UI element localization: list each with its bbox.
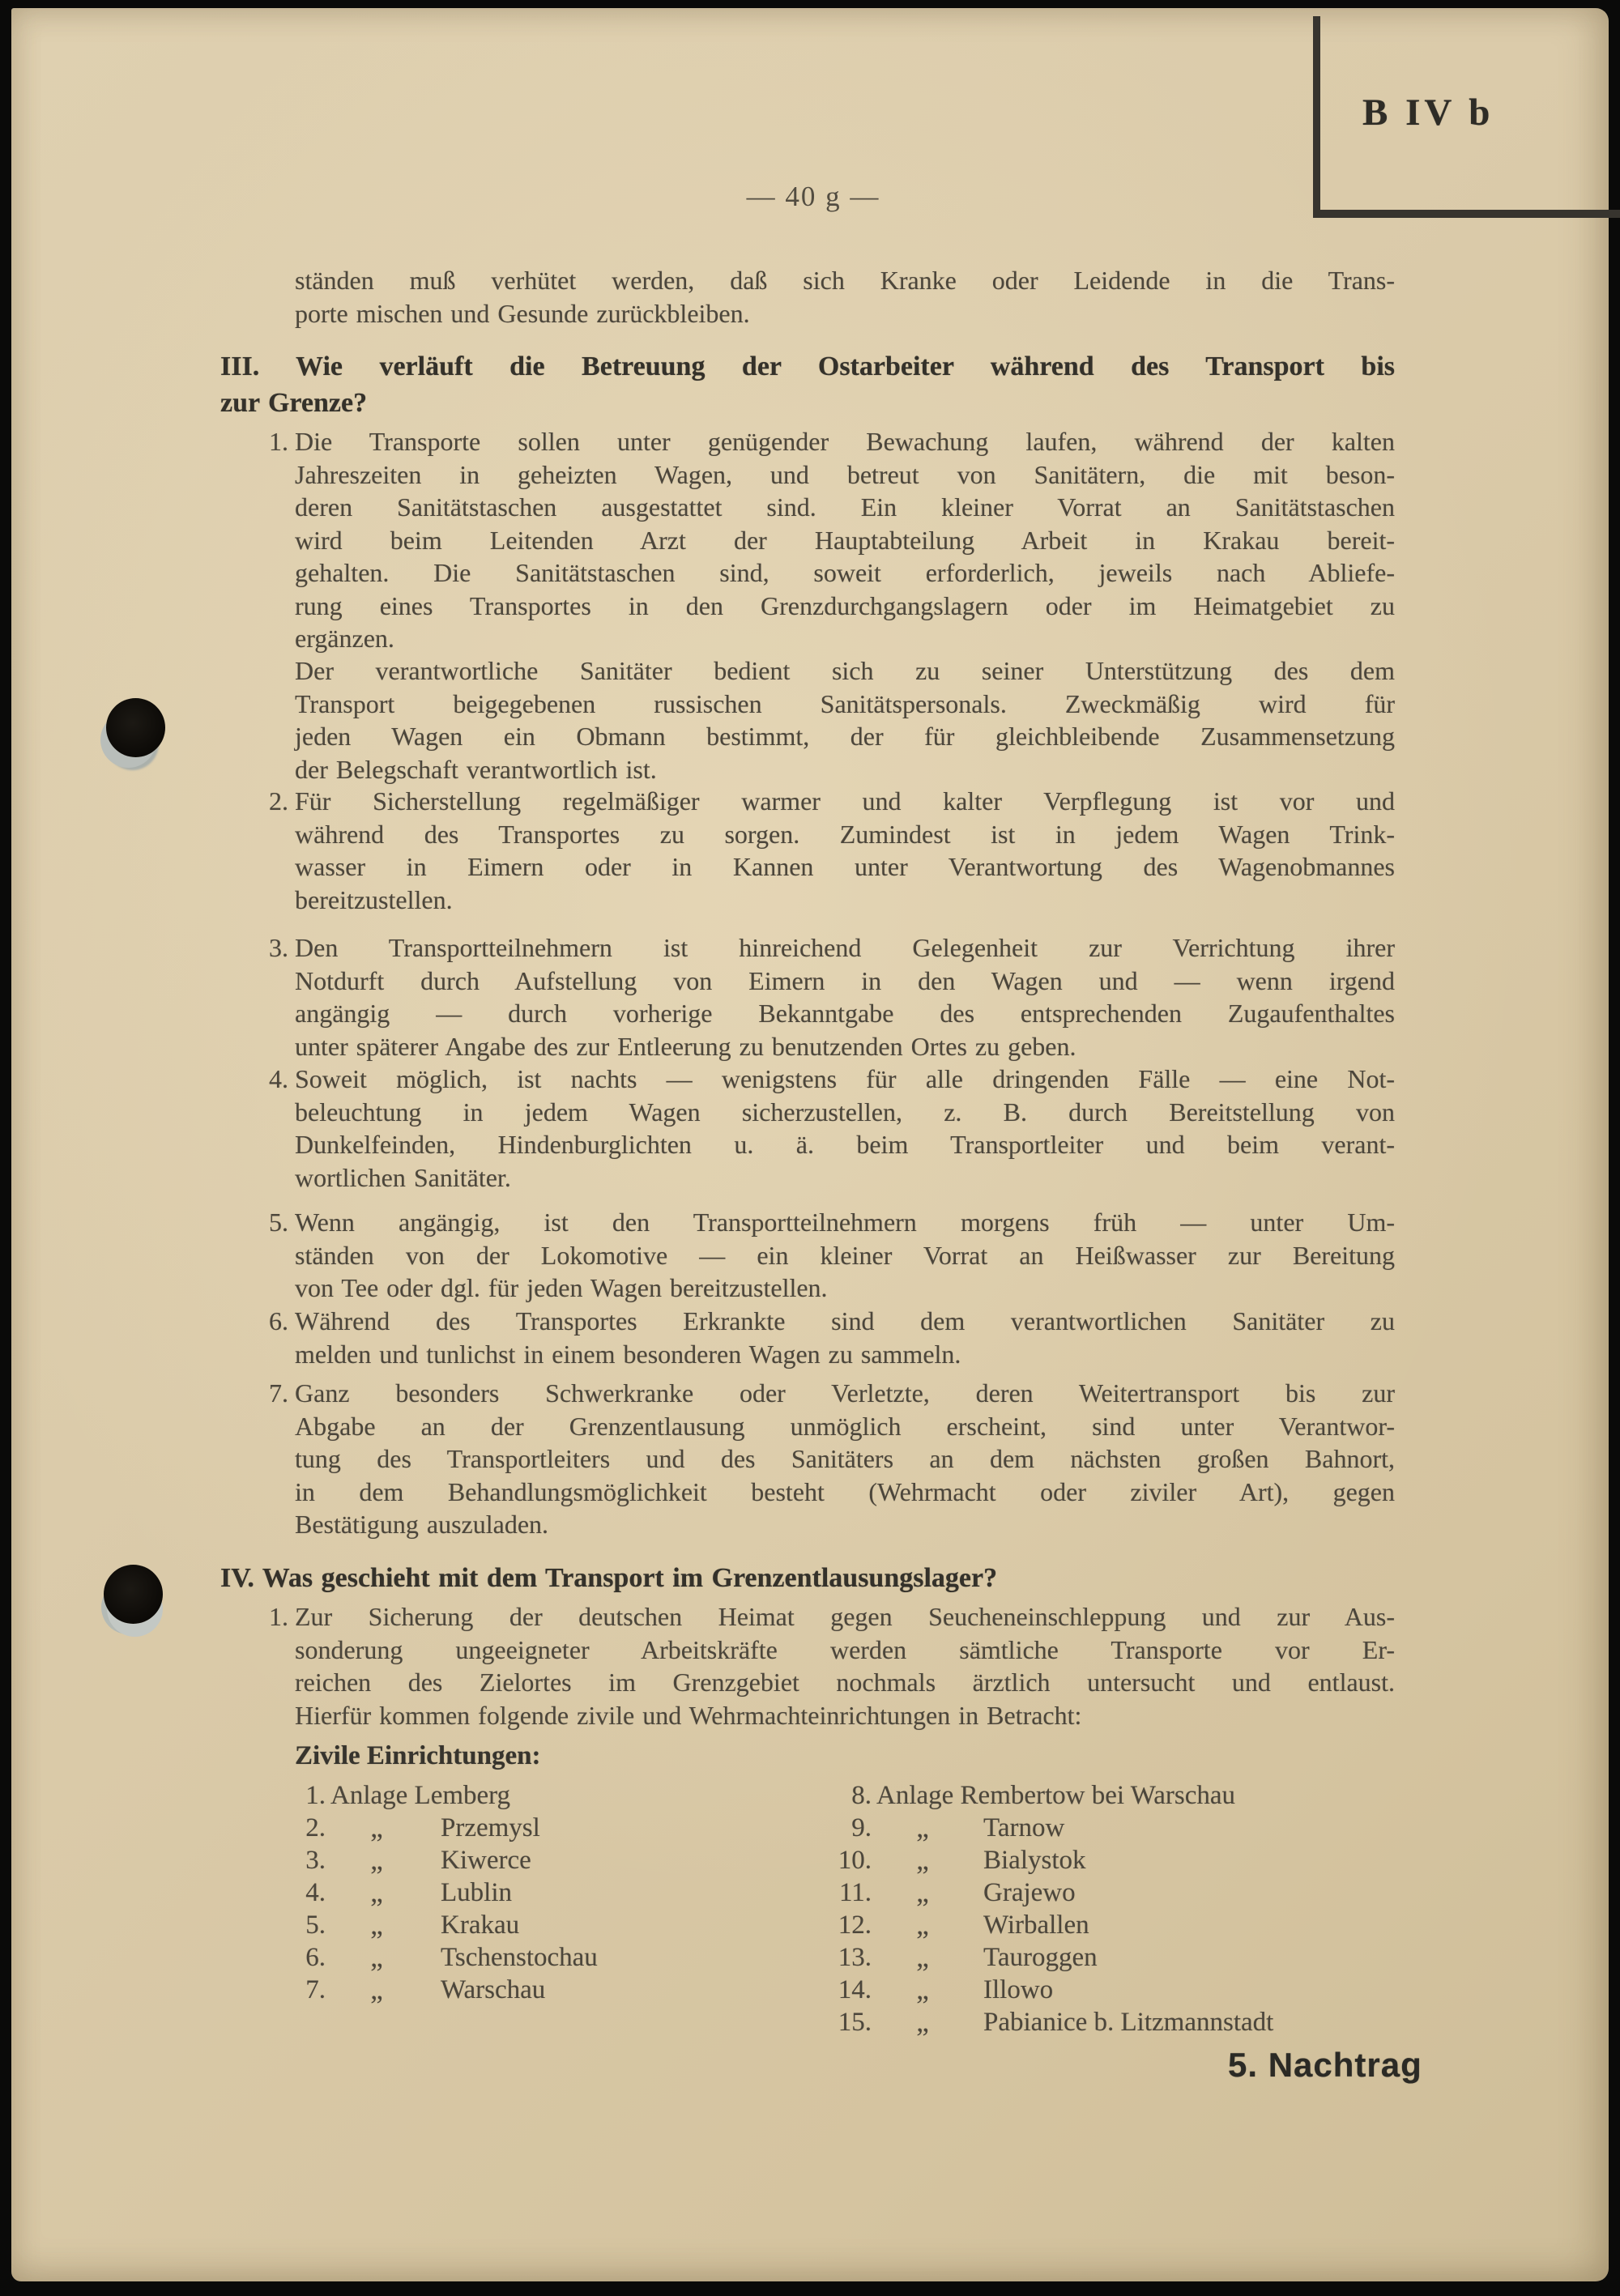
paper-sheet [11, 8, 1609, 2281]
text-line: bereitzustellen. [295, 884, 453, 914]
text-line: III. Wie verläuft die Betreuung der Ostarbeiter während des Transport bis [220, 351, 1395, 381]
ditto-mark: „ [916, 1876, 929, 1908]
section-iv-heading [220, 1560, 1395, 1596]
text-line: porte mischen und Gesunde zurückbleiben. [295, 298, 750, 328]
classification-box [1313, 16, 1620, 218]
text-line: Dunkelfeinden, Hindenburglichten u. ä. beim Transportleiter und beim verant- [295, 1130, 1395, 1159]
text-line: reichen des Zielortes im Grenzgebiet nochmals ärztlich untersucht und entlaust. [295, 1668, 1395, 1697]
text-line: jeden Wagen ein Obmann bestimmt, der für gleichbleibende Zusammensetzung [295, 722, 1395, 751]
facilities-title: Zivile Einrichtungen: [295, 1741, 541, 1770]
item-number: 1. [269, 427, 288, 456]
text-line: Bestätigung auszuladen. [295, 1510, 549, 1539]
facility-row [11, 1844, 1620, 1876]
facility-number: 2. [305, 1813, 326, 1842]
text-line: Hierfür kommen folgende zivile und Wehrmachteinrichtungen in Betracht: [295, 1700, 1082, 1730]
supplement-footer: 5. Nachtrag [1228, 2046, 1422, 2084]
facility-number: 9. [851, 1813, 872, 1842]
text-line: von Tee oder dgl. für jeden Wagen bereitzustellen. [295, 1273, 828, 1302]
ditto-mark: „ [916, 1812, 929, 1843]
text-line: ständen von der Lokomotive — ein kleiner Vorrat an Heißwasser zur Bereitung [295, 1240, 1395, 1270]
item-number: 1. [269, 1602, 288, 1631]
facility-row [11, 1909, 1620, 1941]
section-iv-item-1 [269, 1600, 1395, 1732]
text-line: beleuchtung in jedem Wagen sicherzustellen, z. B. durch Bereitstellung von [295, 1097, 1395, 1127]
ditto-mark: „ [916, 1844, 929, 1876]
section-iii-item-1-continuation [295, 654, 1395, 786]
text-line: unter späterer Angabe des zur Entleerung zu benutzenden Ortes zu geben. [295, 1031, 1076, 1061]
item-number: 5. [269, 1208, 288, 1237]
facility-number: 5. [305, 1910, 326, 1940]
facility-number: 4. [305, 1878, 326, 1907]
text-line: deren Sanitätstaschen ausgestattet sind. Ein kleiner Vorrat an Sanitätstaschen [295, 492, 1395, 522]
ditto-mark: „ [916, 1941, 929, 1973]
section-iii-item-6 [269, 1305, 1395, 1370]
facility-number: 15. [838, 2008, 872, 2037]
facility-number: 13. [838, 1943, 872, 1972]
text-line: während des Transportes zu sorgen. Zumindest ist in jedem Wagen Trink- [295, 819, 1395, 849]
text-line: Wenn angängig, ist den Transportteilnehmern morgens früh — unter Um- [295, 1208, 1395, 1237]
facility-name: Wirballen [983, 1910, 1089, 1940]
ditto-mark: „ [370, 1844, 383, 1876]
text-line: der Belegschaft verantwortlich ist. [295, 754, 657, 784]
facility-number: 1. [305, 1781, 326, 1810]
section-iii-heading [220, 348, 1395, 421]
ditto-mark: „ [370, 1974, 383, 2005]
section-iii-item-1 [269, 425, 1395, 655]
item-number: 4. [269, 1064, 288, 1093]
facility-name: Tarnow [983, 1813, 1065, 1842]
text-line: Transport beigegebenen russischen Sanitätspersonals. Zweckmäßig wird für [295, 688, 1395, 718]
facility-name: Lublin [441, 1878, 512, 1907]
text-line: wird beim Leitenden Arzt der Hauptabteilung Arbeit in Krakau bereit- [295, 525, 1395, 555]
ditto-mark: „ [916, 1974, 929, 2005]
facility-name: Tauroggen [983, 1943, 1098, 1972]
facility-number: 7. [305, 1975, 326, 2004]
facility-name: Anlage Lemberg [330, 1781, 511, 1810]
item-number: 2. [269, 786, 288, 816]
text-line: Zur Sicherung der deutschen Heimat gegen Seucheneinschleppung und zur Aus- [295, 1602, 1395, 1631]
facility-name: Anlage Rembertow bei Warschau [876, 1781, 1236, 1810]
text-line: Die Transporte sollen unter genügender Bewachung laufen, während der kalten [295, 427, 1395, 456]
ditto-mark: „ [916, 2006, 929, 2038]
text-line: Notdurft durch Aufstellung von Eimern in den Wagen und — wenn irgend [295, 965, 1395, 995]
text-line: angängig — durch vorherige Bekanntgabe des entsprechenden Zugaufenthaltes [295, 999, 1395, 1028]
text-line: Für Sicherstellung regelmäßiger warmer und kalter Verpflegung ist vor und [295, 786, 1395, 816]
item-number: 6. [269, 1306, 288, 1335]
facility-row [11, 1779, 1620, 1812]
text-line: Während des Transportes Erkrankte sind dem verantwortlichen Sanitäter zu [295, 1306, 1395, 1335]
punch-hole-top [106, 698, 165, 757]
text-line: Abgabe an der Grenzentlausung unmöglich erscheint, sind unter Verantwor- [295, 1411, 1395, 1441]
facility-name: Grajewo [983, 1878, 1076, 1907]
facility-name: Warschau [441, 1975, 546, 2004]
text-line: Den Transportteilnehmern ist hinreichend Gelegenheit zur Verrichtung ihrer [295, 933, 1395, 962]
classification-label: B IV b [1362, 92, 1494, 134]
section-iii-item-4 [269, 1063, 1395, 1194]
ditto-mark: „ [916, 1909, 929, 1940]
facilities-list [11, 1779, 1620, 2047]
text-line: tung des Transportleiters und des Sanitäters an dem nächsten großen Bahnort, [295, 1444, 1395, 1473]
text-line: sonderung ungeeigneter Arbeitskräfte werden sämtliche Transporte vor Er- [295, 1634, 1395, 1664]
facility-row [11, 1941, 1620, 1974]
page-number: — 40 g — [746, 181, 880, 212]
item-number: 3. [269, 933, 288, 962]
text-line: IV. Was geschieht mit dem Transport im Grenzentlausungslager? [220, 1563, 998, 1593]
facility-number: 11. [838, 1878, 872, 1907]
text-line: Der verantwortliche Sanitäter bedient sich zu seiner Unterstützung des dem [295, 656, 1395, 685]
text-line: wasser in Eimern oder in Kannen unter Verantwortung des Wagenobmannes [295, 852, 1395, 881]
ditto-mark: „ [370, 1909, 383, 1940]
ditto-mark: „ [370, 1812, 383, 1843]
text-line: ergänzen. [295, 624, 394, 653]
facility-number: 10. [838, 1846, 872, 1875]
text-line: in dem Behandlungsmöglichkeit besteht (Wehrmacht oder ziviler Art), gegen [295, 1476, 1395, 1506]
facility-number: 6. [305, 1943, 326, 1972]
text-line: melden und tunlichst in einem besonderen Wagen zu sammeln. [295, 1339, 961, 1369]
ditto-mark: „ [370, 1941, 383, 1973]
section-iii-item-5 [269, 1206, 1395, 1305]
text-line: Soweit möglich, ist nachts — wenigstens für alle dringenden Fälle — eine Not- [295, 1064, 1395, 1093]
facility-name: Illowo [983, 1975, 1054, 2004]
text-line: zur Grenze? [220, 388, 368, 418]
text-line: wortlichen Sanitäter. [295, 1162, 511, 1192]
punch-hole-bottom [104, 1565, 163, 1624]
facility-number: 14. [838, 1975, 872, 2004]
facility-name: Przemysl [441, 1813, 540, 1842]
facility-number: 12. [838, 1910, 872, 1940]
section-iii-item-3 [269, 931, 1395, 1063]
text-line: Jahreszeiten in geheizten Wagen, und betreut von Sanitätern, die mit beson- [295, 459, 1395, 489]
section-iii-item-2 [269, 785, 1395, 916]
section-iii-item-7 [269, 1377, 1395, 1541]
ditto-mark: „ [370, 1876, 383, 1908]
facility-name: Tschenstochau [441, 1943, 598, 1972]
facility-row [11, 1812, 1620, 1844]
text-line: Ganz besonders Schwerkranke oder Verletzte, deren Weitertransport bis zur [295, 1378, 1395, 1408]
facility-row [11, 2006, 1620, 2038]
facility-number: 8. [851, 1781, 872, 1810]
facility-number: 3. [305, 1846, 326, 1875]
text-line: gehalten. Die Sanitätstaschen sind, soweit erforderlich, jeweils nach Abliefe- [295, 558, 1395, 587]
facility-name: Kiwerce [441, 1846, 531, 1875]
facility-row [11, 1974, 1620, 2006]
facility-name: Krakau [441, 1910, 520, 1940]
facility-name: Bialystok [983, 1846, 1086, 1875]
facility-row [11, 1876, 1620, 1909]
facility-name: Pabianice b. Litzmannstadt [983, 2008, 1274, 2037]
text-line: ständen muß verhütet werden, daß sich Kranke oder Leidende in die Trans- [295, 266, 1395, 295]
item-number: 7. [269, 1378, 288, 1408]
intro-paragraph [295, 264, 1395, 330]
text-line: rung eines Transportes in den Grenzdurchgangslagern oder im Heimatgebiet zu [295, 590, 1395, 620]
